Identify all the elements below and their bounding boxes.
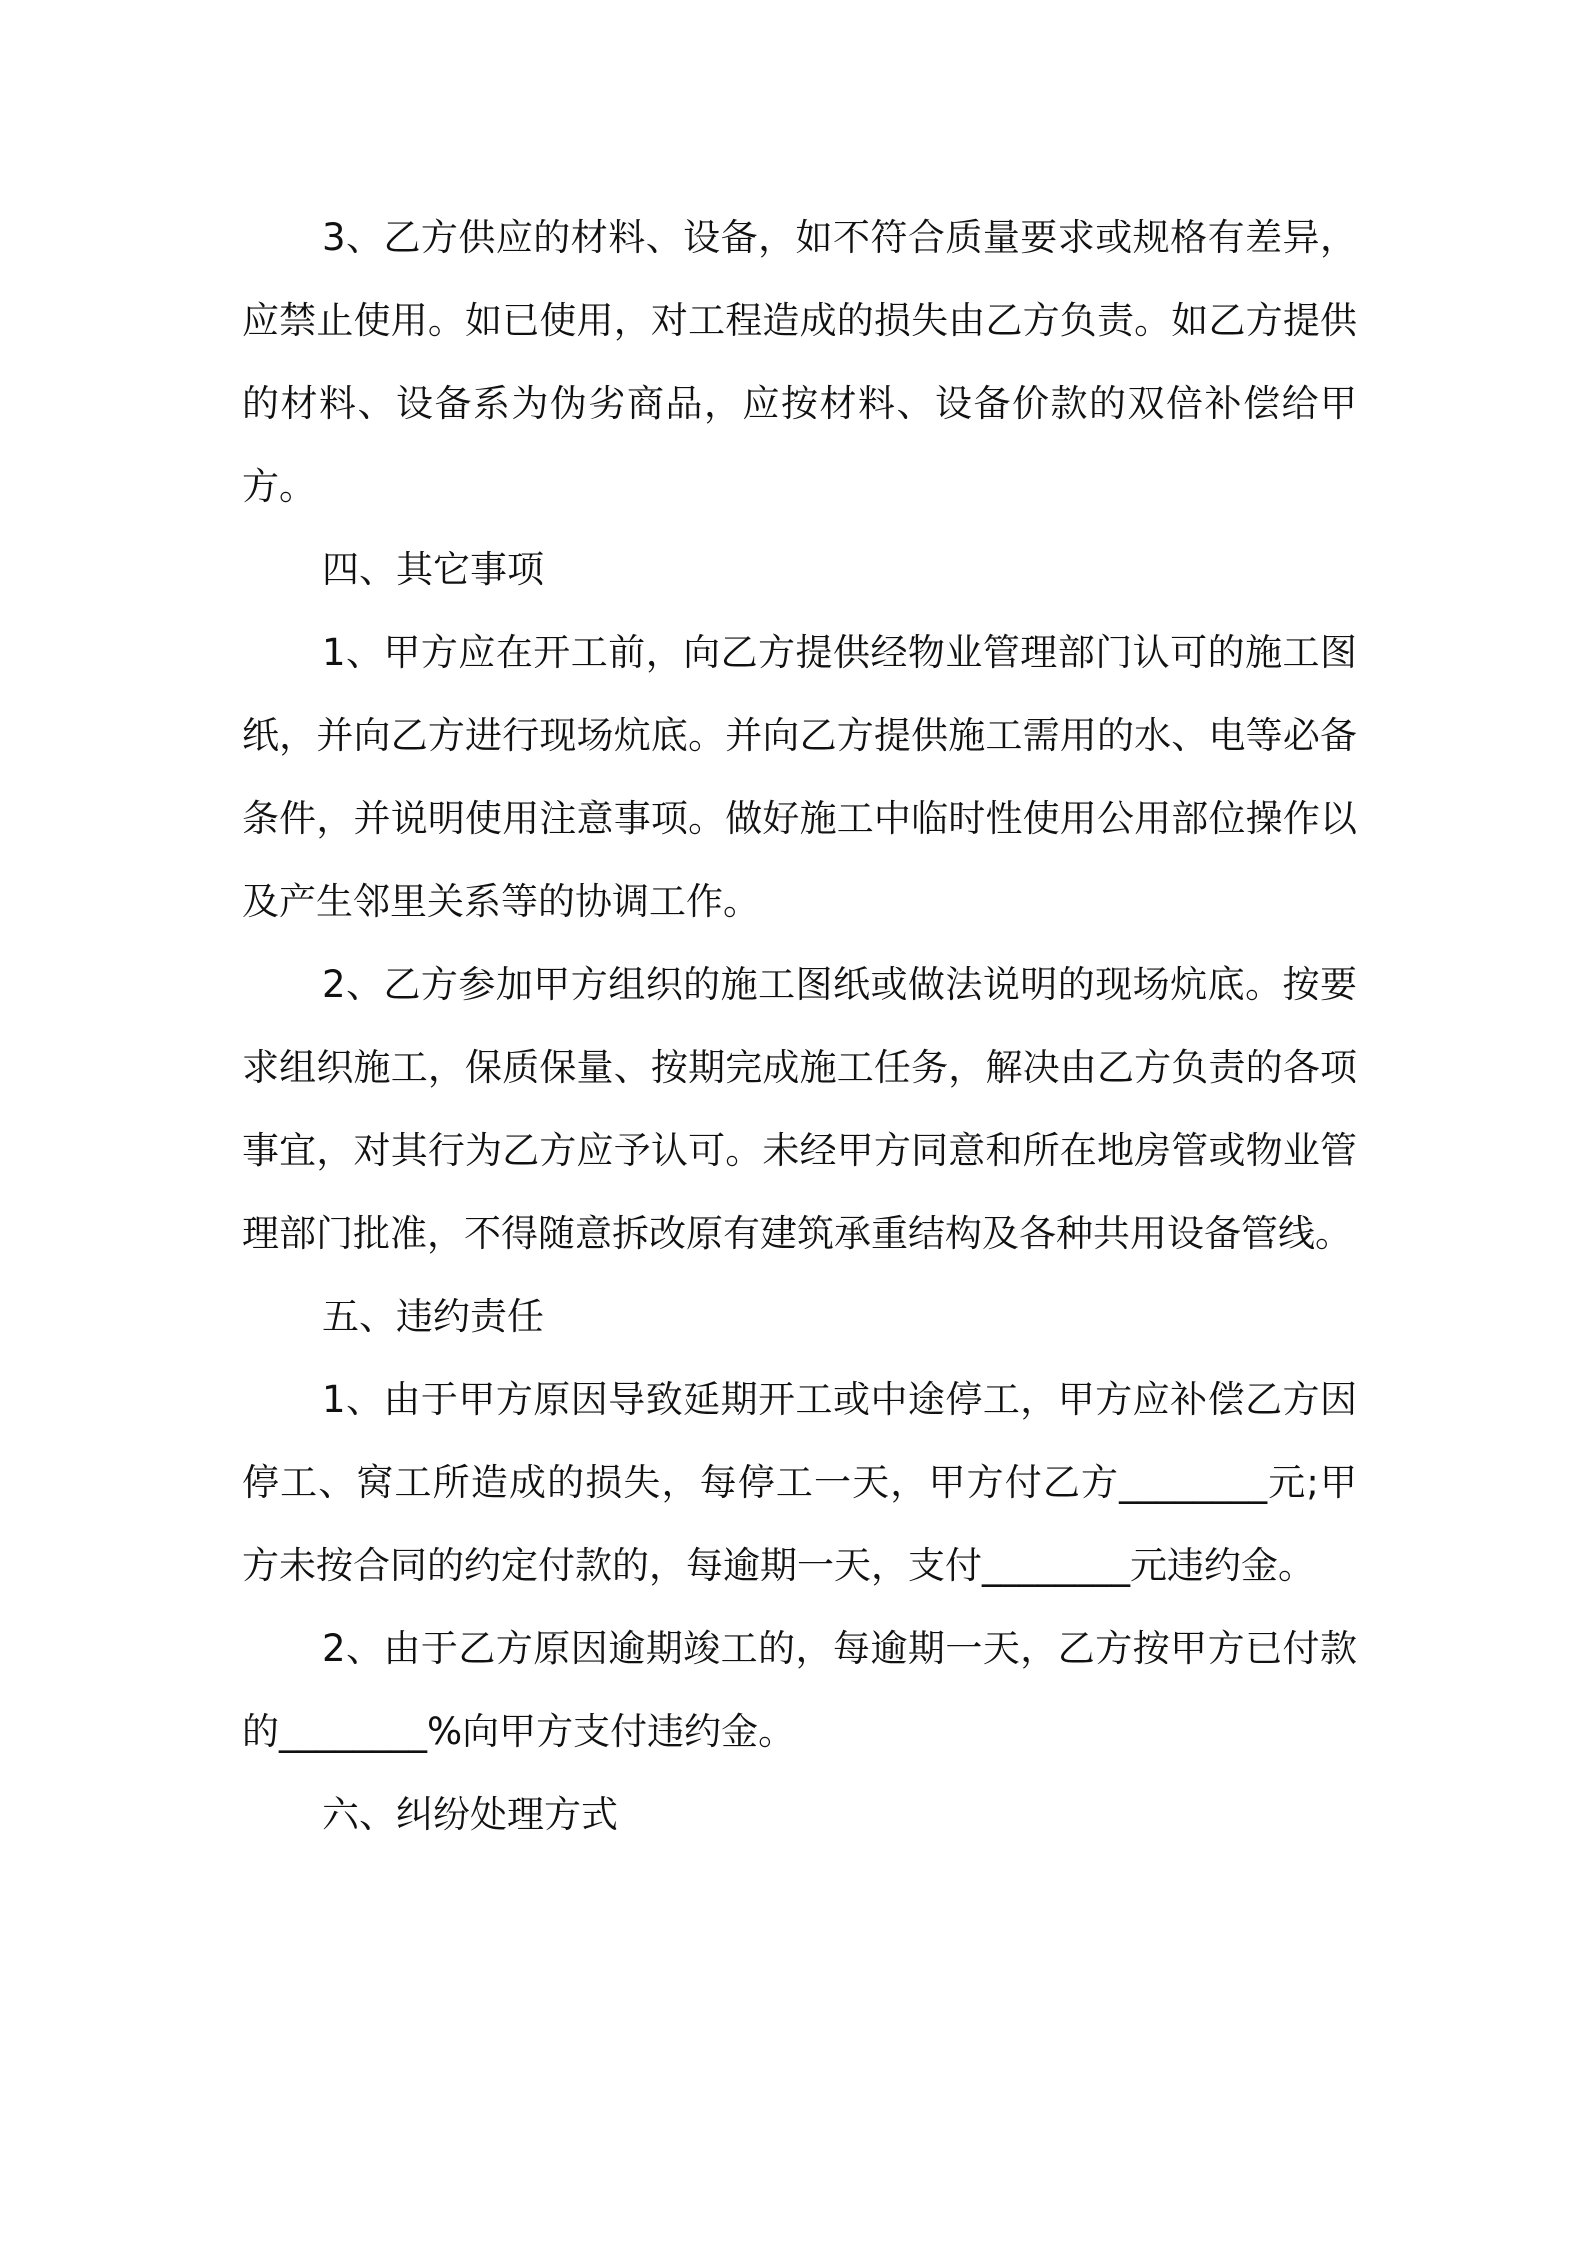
clause-1-party-a-duties: 1、甲方应在开工前，向乙方提供经物业管理部门认可的施工图纸，并向乙方进行现场炕底。并向乙方提供施工需用的水、电等必备条件，并说明使用注意事项。做好施工中临时性使用公用部位操作以及产生邻里关系等的协调工作。	[242, 631, 1357, 923]
clause-2-party-b-delay: 2、由于乙方原因逾期竣工的，每逾期一天，乙方按甲方已付款的________%向甲方支付违约金。	[242, 1627, 1357, 1753]
document-body	[242, 196, 1357, 1856]
clause-3-materials: 3、乙方供应的材料、设备，如不符合质量要求或规格有差异，应禁止使用。如已使用，对工程造成的损失由乙方负责。如乙方提供的材料、设备系为伪劣商品，应按材料、设备价款的双倍补偿给甲方。	[242, 216, 1357, 508]
clause-1-party-a-delay: 1、由于甲方原因导致延期开工或中途停工，甲方应补偿乙方因停工、窝工所造成的损失，每停工一天，甲方付乙方________元;甲方未按合同的约定付款的，每逾期一天，支付________元违约金。	[242, 1378, 1357, 1587]
section-heading-breach-liability: 五、违约责任	[322, 1295, 544, 1338]
clause-2-party-b-duties: 2、乙方参加甲方组织的施工图纸或做法说明的现场炕底。按要求组织施工，保质保量、按期完成施工任务，解决由乙方负责的各项事宜，对其行为乙方应予认可。未经甲方同意和所在地房管或物业管理部门批准，不得随意拆改原有建筑承重结构及各种共用设备管线。	[242, 963, 1357, 1255]
section-heading-dispute-resolution: 六、纠纷处理方式	[322, 1793, 618, 1836]
section-heading-other-matters: 四、其它事项	[322, 548, 544, 591]
